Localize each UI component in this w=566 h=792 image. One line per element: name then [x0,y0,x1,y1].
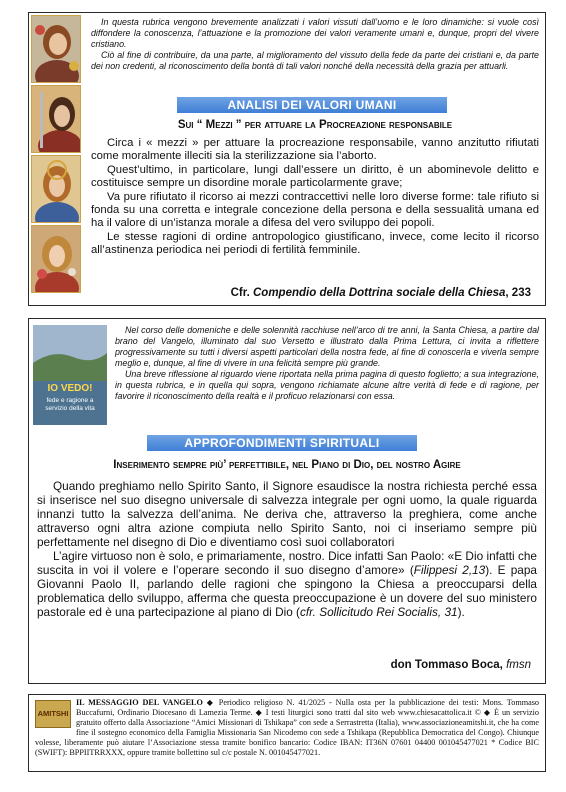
paragraph-text: L’agire virtuoso non è solo, e primariamente, nostro. Dice infatti San Paolo: «E Dio infatti che suscita in voi il volere e l’operare secondo il suo disegno d’amore» ( [37,549,537,577]
artwork-woman-sword-image [31,85,81,153]
publication-info: ◆ Periodico religioso N. 41/2025 - Nulla osta per la pubblicazione dei testi: Mons. Tommaso Buccafurni, Ordinario Diocesano di Lamezia Terme. ◆ I testi liturgici sono tratti dal sito web www.chiesacattolica.it © ◆ È un servizio gratuito offerto dalla Associazione “Amici Missionari di Tshikapa” con sede a Serrastretta (Italia), www.associazioneamitshi.it, che ha come fine il sostegno economico della Famiglia Missionaria San Nicodemo con sede a Tshikapa (Repubblica Democratica del Congo). Chiunque volesse, liberamente può aiutare l’Associazione stessa tramite bonifico bancario: Codice IBAN: IT36N 07601 04400 001045477021 * Codice BIC (SWIFT): BPPIITRRXXX, oppure tramite bollettino sul c/c postale N. 001045477021. [35,698,539,757]
logo-tagline: fede e ragione a servizio della vita [45,397,95,412]
article-title: Sui “ Mezzi ” per attuare la Procreazione responsabile [177,119,453,131]
amitshi-logo: AMITSHI [35,700,71,728]
artwork-woman-flowers-image [31,15,81,83]
masthead-title: IL MESSAGGIO DEL VANGELO [76,698,203,707]
intro-paragraph: Ciò al fine di contribuire, da una parte, al miglioramento del vissuto della fede da parte dei cristiani e, da parte dei non credenti, al riconoscimento della bontà di tali valori nonché della necessità della grazia per attuarli. [91,50,539,71]
article-paragraph: Quest’ultimo, in particolare, lungi dall’essere un diritto, è un abominevole delitto e costituisce sempre un disordine morale particolarmente grave; [91,163,539,190]
author-name: don Tommaso Boca, [390,659,507,671]
publication-footer [28,694,546,772]
paragraph-text: ). E papa Giovanni Paolo II, parlando delle ragioni che spingono la Chiesa a preoccuparsi della problematica dello sviluppo, afferma che questa preoccupazione è un dovere del suo ministero pastorale ed è una partecipazione al piano di Dio ( [37,563,537,619]
article-body [37,479,537,619]
source-citation [231,287,531,299]
section-banner: ANALISI DEI VALORI UMANI [177,97,447,113]
intro-paragraph: Una breve riflessione al riguardo viene riportata nella prima pagina di questo foglietto; a sua integrazione, in questa rubrica, e in quella qui sopra, vengono richiamate alcune altre verità di fede e di ragione, per favorire il riconoscimento della realtà e il proficuo relazionarsi con essa. [115,369,539,401]
article-paragraph: Quando preghiamo nello Spirito Santo, il Signore esaudisce la nostra richiesta perché essa si inserisce nel suo disegno universale di salvezza integrale per ogni uomo, la quale riguarda innanzi tutto la salvezza dell’anima. Ne deriva che, attraverso la preghiera, come anche attraverso ogni altra azione compiuta nello Spirito Santo, noi ci inseriamo sempre più perfettamente nel disegno di Dio e diventiamo così suoi collaboratori [37,479,537,549]
article-paragraph: Circa i « mezzi » per attuare la procreazione responsabile, vanno anzitutto rifiutati come moralmente illeciti sia la sterilizzazione sia l’aborto. [91,137,539,163]
author-order: fmsn [506,659,531,671]
encyclical-reference: cfr. Sollicitudo Rei Socialis, 31 [299,605,458,619]
human-values-section [28,12,546,306]
article-body [91,137,539,258]
scripture-reference: Filippesi 2,13 [413,563,486,577]
io-vedo-logo [33,325,107,425]
article-paragraph: Va pure rifiutato il ricorso ai mezzi contraccettivi nelle loro diverse forme: tale rifiuto si fonda su una corretta e integrale concezione della persona e della sessualità umana ed ha il valore di un’istanza morale a difesa del vero sviluppo dei popoli. [91,190,539,230]
article-paragraph: Le stesse ragioni di ordine antropologico giustificano, invece, come lecito il ricorso all’astinenza periodica nei periodi di fertilità femminile. [91,230,539,257]
artwork-woman-blue-image [31,155,81,223]
section-intro [115,325,539,402]
citation-title: Compendio della Dottrina sociale della Chiesa [253,287,506,299]
intro-paragraph: Nel corso delle domeniche e delle solennità racchiuse nell’arco di tre anni, la Santa Chiesa, a partire dal brano del Vangelo, illuminato dal suo Versetto e illustrato dalla Prima Lettura, ci invita a riflettere progressivamente su tutti i diversi aspetti particolari della nostra fede, al fine di conoscerla e viverla sempre meglio e, dunque, al fine di vivere in una felicità sempre più grande. [115,325,539,368]
citation-prefix: Cfr. [230,287,250,299]
section-intro [91,17,539,72]
article-paragraph [37,549,537,619]
article-title: Inserimento sempre più’ perfettibile, nel Piano di Dio, del nostro Agire [113,459,461,471]
intro-paragraph: In questa rubrica vengono brevemente analizzati i valori vissuti dall’uomo e le loro dinamiche: si vuole così diffondere la conoscenza, l’attuazione e la promozione dei valori veramente umani e, dunque, propri del vivere cristiano. [91,17,539,49]
artwork-woman-roses-image [31,225,81,293]
logo-title: IO VEDO! [47,383,93,394]
author-signature [391,659,531,671]
citation-number: , 233 [505,287,531,299]
section-banner: APPROFONDIMENTI SPIRITUALI [147,435,417,451]
paragraph-text: ). [457,605,465,619]
spiritual-insights-section [28,318,546,684]
artwork-thumbnails [31,15,83,295]
